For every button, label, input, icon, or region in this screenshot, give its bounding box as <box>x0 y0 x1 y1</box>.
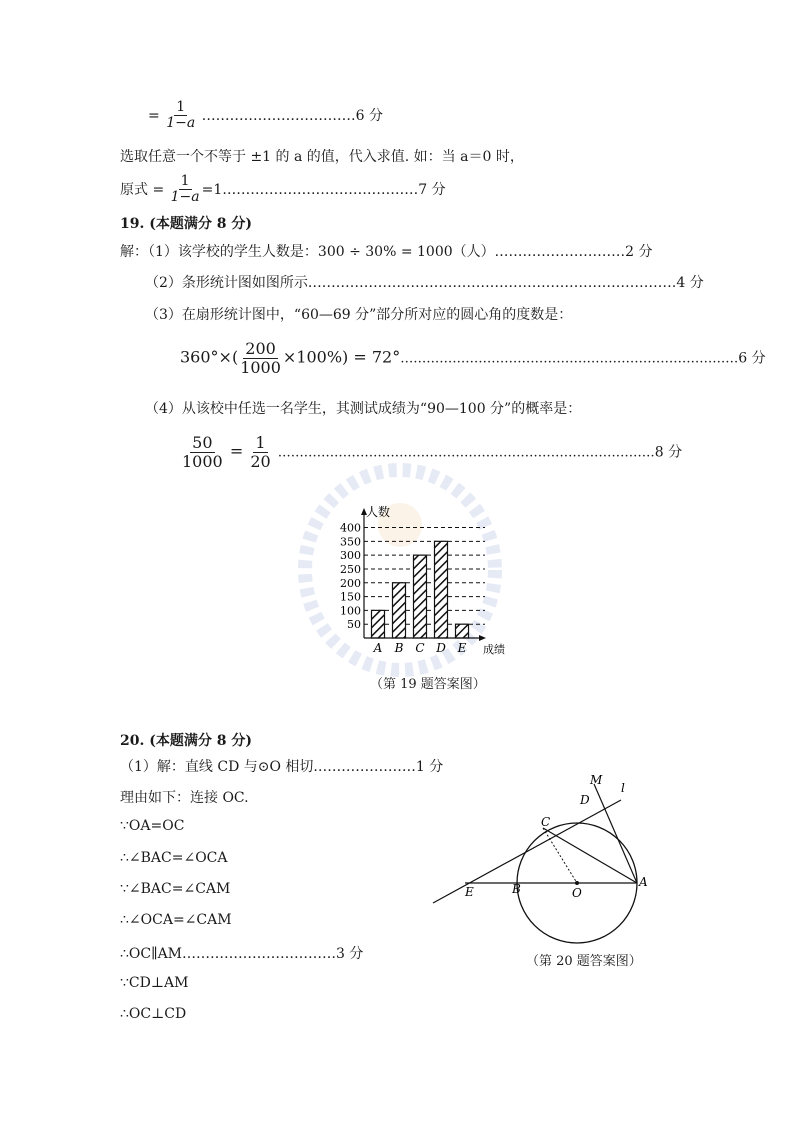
y-tick-label: 350 <box>340 535 361 549</box>
q20-proof-step: ∴∠BAC=∠OCA <box>120 850 228 866</box>
bar-D <box>435 541 448 638</box>
x-tick-label: B <box>394 641 404 655</box>
equation-2: 原式 = $\frac{1}{1-a}$ =1……………………………………7 分 <box>120 173 446 206</box>
tangent-line-ed <box>433 800 621 903</box>
y-tick-label: 250 <box>340 562 361 576</box>
q20-geometry-figure <box>425 770 655 945</box>
q19-figure-caption: （第 19 题答案图） <box>370 677 486 692</box>
q20-proof-step: ∴OC⊥CD <box>120 1006 187 1022</box>
label-c: C <box>541 815 551 829</box>
x-tick-label: A <box>373 641 383 655</box>
bar-A <box>372 610 385 638</box>
q20-proof-step: ∵∠BAC=∠CAM <box>120 881 231 897</box>
chord-ca <box>543 828 637 883</box>
dotted-oc <box>543 828 577 883</box>
label-d: D <box>580 793 590 807</box>
center-point <box>575 881 579 885</box>
q19-step-3: （3）在扇形统计图中，“60—69 分”部分所对应的圆心角的度数是： <box>145 307 573 323</box>
label-m: M <box>590 773 603 787</box>
y-tick-label: 50 <box>347 618 361 632</box>
x-tick-label: C <box>415 641 425 655</box>
y-tick-label: 400 <box>340 521 361 535</box>
y-tick-label: 200 <box>340 576 361 590</box>
q20-step-1: （1）解：直线 CD 与⊙O 相切.…………………1 分 <box>120 759 444 775</box>
bar-B <box>393 583 406 638</box>
q19-step-4-equation: $\frac{50}{1000}$ = $\frac{1}{20}$ ……………………………………………………………………………8 分 <box>182 433 683 471</box>
line-am <box>594 784 637 883</box>
bar-E <box>456 624 469 638</box>
q19-step-3-equation: 360°×( $\frac{200}{1000}$ ×100%) = 72°……………………………………………………………………6 分 <box>180 339 766 377</box>
q20-figure-caption: （第 20 题答案图） <box>526 954 642 969</box>
x-axis-arrow <box>479 635 486 641</box>
bar-C <box>414 555 427 638</box>
label-l: l <box>621 781 625 795</box>
q19-bar-chart <box>320 500 520 665</box>
x-tick-label: D <box>436 641 446 655</box>
q20-proof-step: ∵OA=OC <box>120 818 185 834</box>
q20-heading: 20. (本题满分 8 分) <box>120 733 252 749</box>
x-axis-label: 成绩 <box>483 643 505 656</box>
x-tick-label: E <box>457 641 467 655</box>
q19-heading: 19. (本题满分 8 分) <box>120 216 252 232</box>
q20-reason: 理由如下：连接 OC. <box>120 790 249 806</box>
q20-proof-step: ∴∠OCA=∠CAM <box>120 912 232 928</box>
label-b: B <box>512 882 521 896</box>
y-tick-label: 150 <box>340 590 361 604</box>
q19-step-2: （2）条形统计图如图所示.……………………………………………………………………4 分 <box>145 275 704 291</box>
label-e: E <box>465 885 474 899</box>
q20-proof-step: ∵CD⊥AM <box>120 975 189 991</box>
q20-proof-step-parallel: ∴OC∥AM……………………………3 分 <box>120 946 364 962</box>
y-axis-label: 人数 <box>366 505 391 519</box>
q19-step-4: （4）从该校中任选一名学生，其测试成绩为“90—100 分”的概率是： <box>145 401 582 417</box>
equation-1: = $\frac{1}{1-a}$ ……………………………6 分 <box>148 99 383 132</box>
fraction: $\frac{1}{1-a}$ <box>166 99 196 132</box>
label-a: A <box>639 875 648 889</box>
q19-step-1: 解：（1）该学校的学生人数是：300 ÷ 30% = 1000（人）.………………………2 分 <box>120 244 653 260</box>
y-tick-label: 100 <box>340 604 361 618</box>
label-o: O <box>572 886 582 900</box>
choose-value-line: 选取任意一个不等于 ±1 的 a 的值，代入求值. 如：当 a＝0 时， <box>120 149 524 165</box>
y-tick-label: 300 <box>340 549 361 563</box>
